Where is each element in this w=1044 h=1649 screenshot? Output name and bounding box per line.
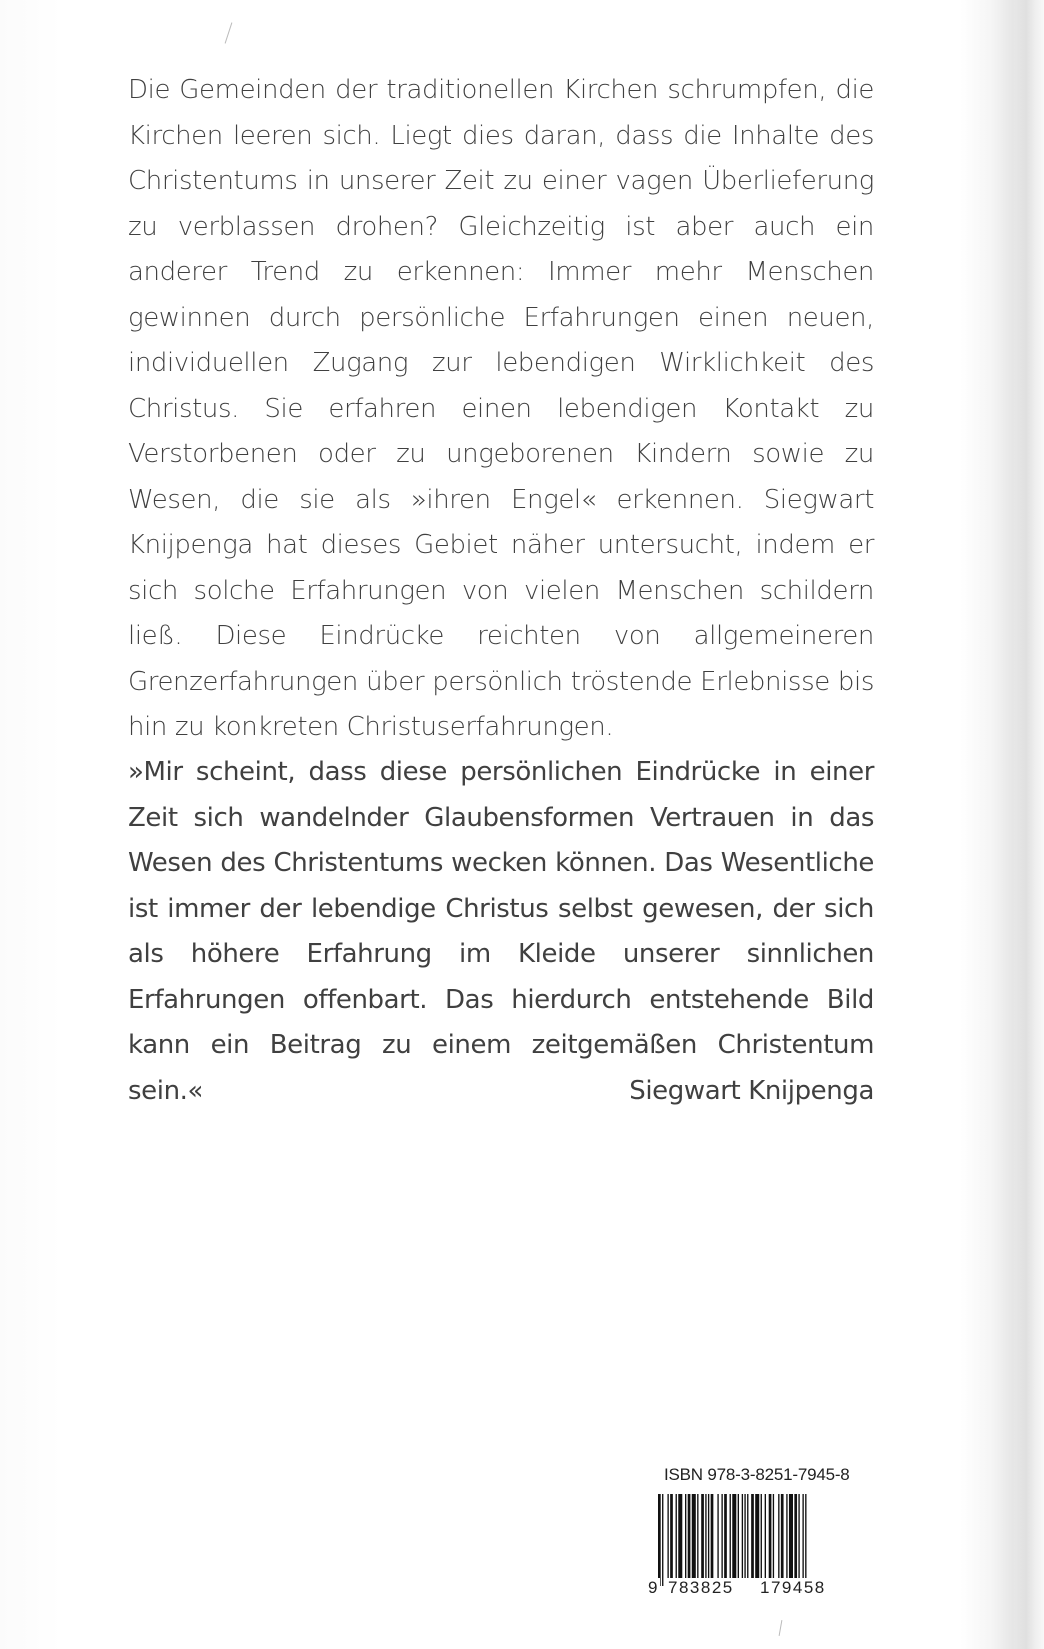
barcode-bar (658, 1494, 661, 1586)
barcode-bar (794, 1494, 797, 1578)
barcode-bar (732, 1494, 736, 1586)
isbn-label: ISBN 978-3-8251-7945-8 (664, 1465, 850, 1484)
barcode-bar (769, 1494, 772, 1578)
paper-scratch (225, 22, 233, 43)
barcode-bar (773, 1494, 774, 1578)
barcode-digits-right: 179458 (760, 1578, 826, 1597)
barcode-bar (742, 1494, 743, 1578)
barcode-bar (765, 1494, 766, 1578)
barcode-bar (688, 1494, 691, 1578)
barcode-bar (662, 1494, 663, 1586)
barcode-bar (802, 1494, 803, 1586)
barcode-bar (678, 1494, 682, 1578)
barcode-bar (685, 1494, 686, 1578)
barcode-bar (747, 1494, 748, 1578)
barcode-bar (711, 1494, 714, 1578)
author-signature: Siegwart Knijpenga (629, 1076, 874, 1106)
barcode-bar (778, 1494, 779, 1578)
barcode-bar (744, 1494, 745, 1578)
author-quote: »Mir scheint, dass diese persönlichen Eindrücke in einer Zeit sich wandelnder Glaubensformen Vertrauen in das Wesen des Christentums wecken können. Das Wesentliche ist immer der lebendige Christus selbst gewesen, der sich als höhere Erfahrung im Kleide unserer sinnlichen Erfahrungen offenbart. Das hierdurch entstehende Bild kann ein Beitrag zu einem zeitgemäßen Christentum sein.« (128, 757, 874, 1106)
barcode-bar (789, 1494, 793, 1578)
barcode-bar (724, 1494, 727, 1578)
blurb-text: Die Gemeinden der traditionellen Kirchen schrumpfen, die Kirchen leeren sich. Liegt dies daran, dass die Inhalte des Christentums in unserer Zeit zu einer vagen Überlieferung zu verblassen drohen? Gleichzeitig ist aber auch ein anderer Trend zu erkennen: Immer mehr Menschen gewinnen durch persönliche Erfahrungen einen neuen, individuellen Zugang zur lebendigen Wirklichkeit des Christus. Sie erfahren einen lebendigen Kontakt zu Verstorbenen oder zu ungeborenen Kindern sowie zu Wesen, die sie als »ihren Engel« erkennen. Siegwart Knijpenga hat dieses Gebiet näher untersucht, indem er sich solche Erfahrungen von vielen Menschen schildern ließ. Diese Eindrücke reichten von allgemeineren Grenzerfahrungen über persönlich tröstende Erlebnisse bis hin zu konkreten Christuserfahrungen. (128, 75, 874, 742)
barcode-bar (805, 1494, 806, 1586)
barcode-digits-left: 783825 (668, 1578, 734, 1597)
barcode-bar (708, 1494, 709, 1578)
barcode-bar (730, 1494, 731, 1578)
spine-shadow (1014, 0, 1044, 1649)
barcode-bar (781, 1494, 784, 1578)
paper-scratch (779, 1620, 783, 1636)
barcode (652, 1494, 856, 1586)
barcode-bar (697, 1494, 698, 1578)
barcode-bar (738, 1494, 739, 1586)
barcode-bar (705, 1494, 706, 1578)
barcode-bar (670, 1494, 673, 1578)
barcode-bar (751, 1494, 754, 1578)
barcode-bar (717, 1494, 718, 1578)
barcode-bar (692, 1494, 696, 1578)
barcode-bar (798, 1494, 799, 1578)
barcode-bar (755, 1494, 759, 1578)
barcode-bar (667, 1494, 668, 1578)
barcode-bar (721, 1494, 722, 1578)
barcode-bar (786, 1494, 787, 1578)
barcode-digit-first: 9 (648, 1578, 658, 1597)
barcode-bar (761, 1494, 762, 1578)
barcode-bar (701, 1494, 704, 1578)
barcode-bar (676, 1494, 677, 1578)
